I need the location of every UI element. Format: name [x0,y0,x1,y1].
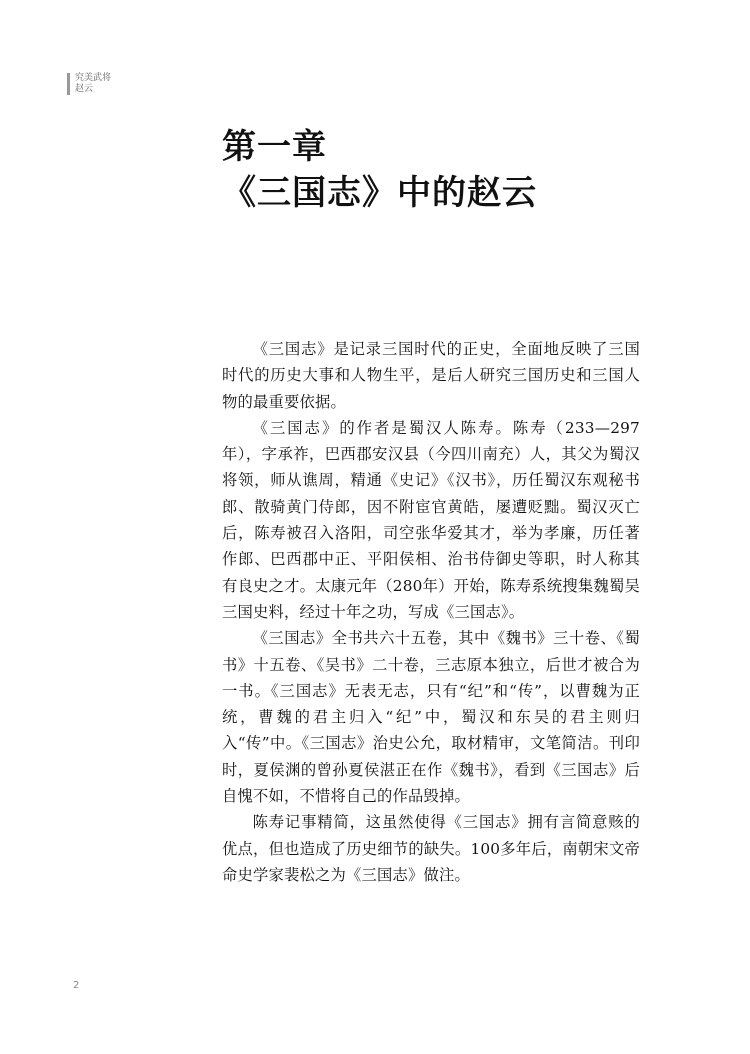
chapter-heading [222,124,537,216]
paragraph-1: 《三国志》是记录三国时代的正史，全面地反映了三国时代的历史大事和人物生平，是后人研究三国历史和三国人物的最重要依据。 [222,340,640,411]
chapter-title: 《三国志》中的赵云 [222,173,537,213]
running-header [67,73,111,95]
paragraph-3: 《三国志》全书共六十五卷，其中《魏书》三十卷、《蜀书》十五卷、《吴书》二十卷，三志原本独立，后世才被合为一书。《三国志》无表无志，只有“纪”和“传”，以曹魏为正统，曹魏的君主归入“纪”中，蜀汉和东吴的君主则归入“传”中。《三国志》治史公允，取材精审，文笔简洁。刊印时，夏侯渊的曾孙夏侯湛正在作《魏书》，看到《三国志》后自愧不如，不惜将自己的作品毁掉。 [222,629,640,806]
paragraph-2: 《三国志》的作者是蜀汉人陈寿。陈寿（233—297年），字承祚，巴西郡安汉县（今四川南充）人，其父为蜀汉将领，师从谯周，精通《史记》《汉书》，历任蜀汉东观秘书郎、散骑黄门侍郎，因不附宦官黄皓，屡遭贬黜。蜀汉灭亡后，陈寿被召入洛阳，司空张华爱其才，举为孝廉，历任著作郎、巴西郡中正、平阳侯相、治书侍御史等职，时人称其有良史之才。太康元年（280年）开始，陈寿系统搜集魏蜀吴三国史料，经过十年之功，写成《三国志》。 [222,418,640,621]
body-text [222,336,640,888]
running-header-book-title: 究美武将 [75,73,112,83]
paragraph-4: 陈寿记事精简，这虽然使得《三国志》拥有言简意赅的优点，但也造成了历史细节的缺失。100多年后，南朝宋文帝命史学家裴松之为《三国志》做注。 [222,813,640,884]
chapter-number: 第一章 [222,127,327,167]
running-header-subject: 赵云 [75,84,94,94]
page-number: 2 [73,980,80,991]
